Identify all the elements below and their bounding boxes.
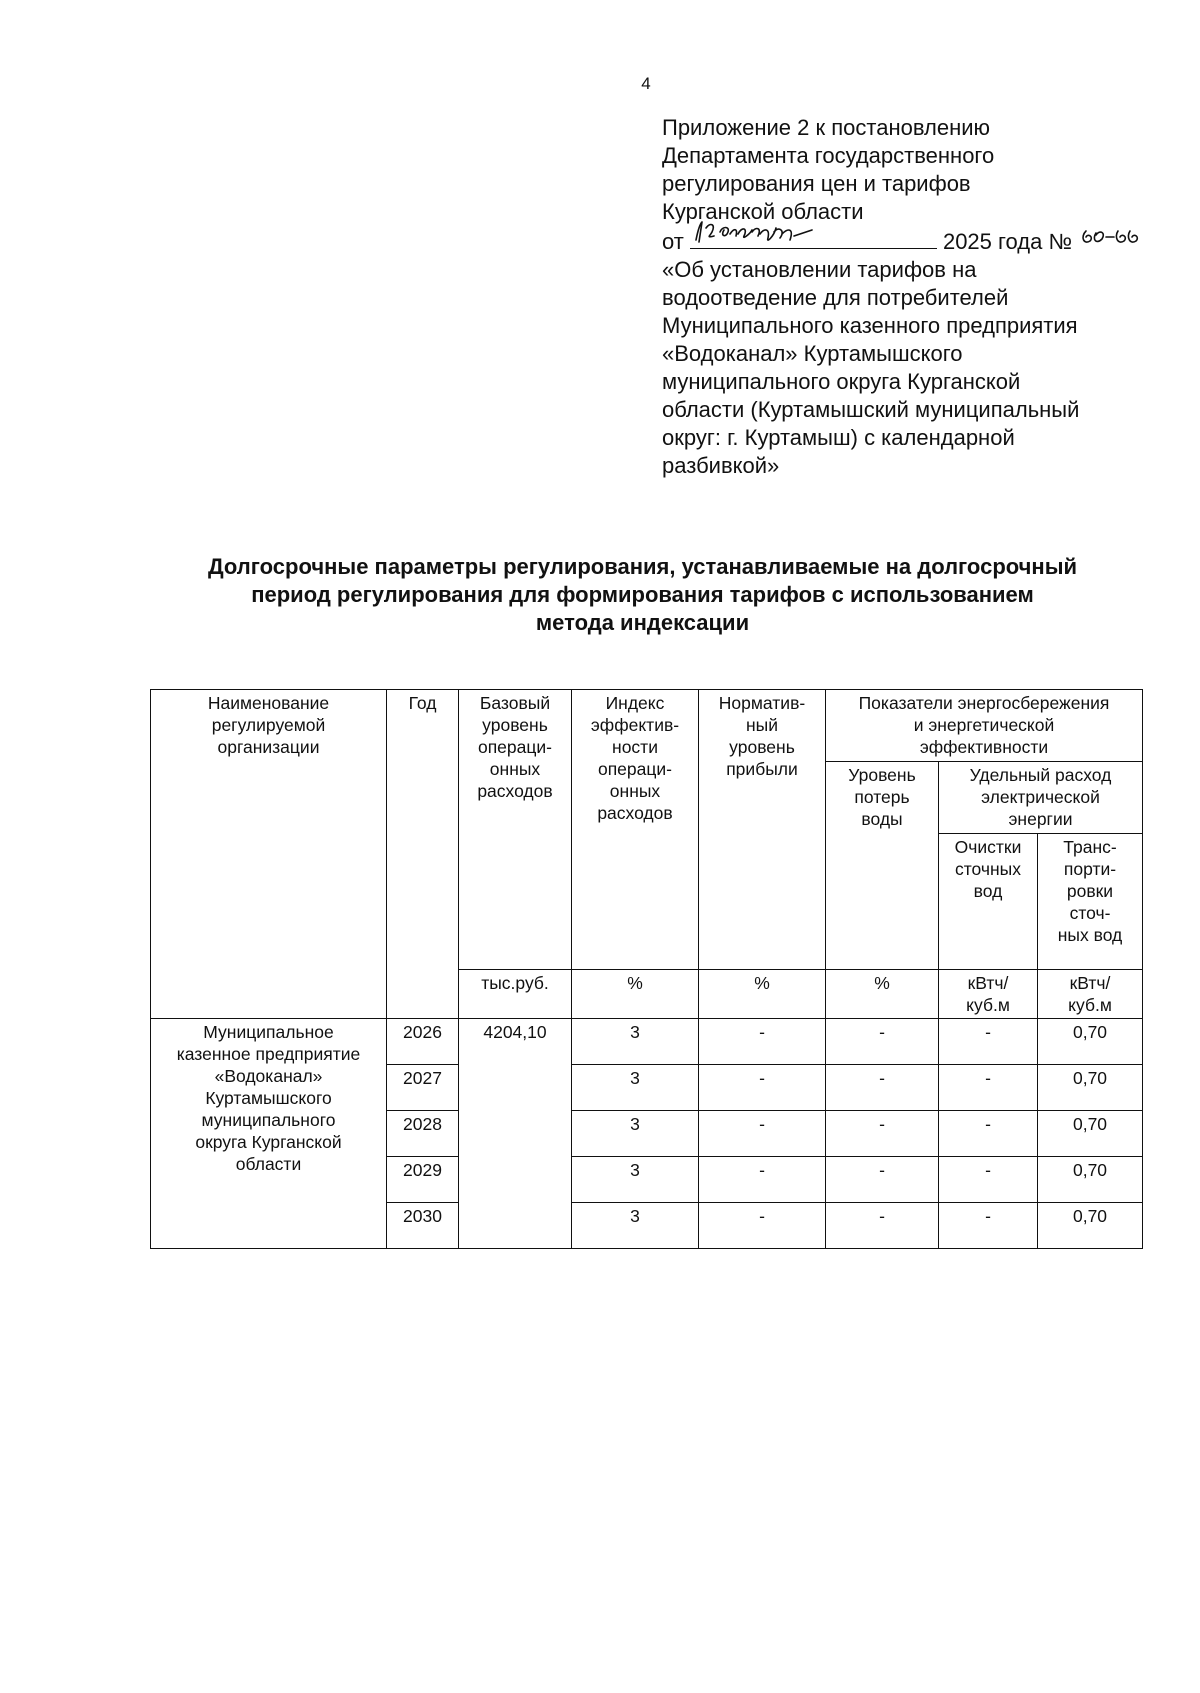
page-number: 4 [641,74,651,93]
cell-transport: 0,70 [1038,1065,1143,1111]
cell-treatment: - [939,1111,1038,1157]
header-specific-consumption: Удельный расход электрической энергии [939,762,1143,834]
handwritten-date [690,226,937,249]
cell-profit: - [699,1203,826,1249]
cell-transport: 0,70 [1038,1111,1143,1157]
cell-index: 3 [572,1019,699,1065]
appendix-line: регулирования цен и тарифов [662,171,971,196]
cell-profit: - [699,1111,826,1157]
subject-line: «Водоканал» Куртамышского [662,341,963,366]
cell-treatment: - [939,1019,1038,1065]
unit-transport: кВтч/ куб.м [1038,970,1143,1019]
appendix-header [662,114,1182,480]
cell-loss: - [826,1111,939,1157]
cell-index: 3 [572,1157,699,1203]
cell-treatment: - [939,1065,1038,1111]
subject-line: области (Куртамышский муниципальный [662,397,1080,422]
cell-loss: - [826,1203,939,1249]
header-year: Год [387,690,459,1019]
cell-year: 2029 [387,1157,459,1203]
cell-profit: - [699,1157,826,1203]
subject-line: округ: г. Куртамыш) с календарной [662,425,1015,450]
cell-treatment: - [939,1157,1038,1203]
appendix-line: Департамента государственного [662,143,995,168]
cell-treatment: - [939,1203,1038,1249]
subject-line: водоотведение для потребителей [662,285,1009,310]
appendix-line: Курганской области [662,199,864,224]
unit-treatment: кВтч/ куб.м [939,970,1038,1019]
decree-date-line [662,226,1182,256]
subject-line: «Об установлении тарифов на [662,257,977,282]
document-title [150,553,1135,637]
subject-line: разбивкой» [662,453,780,478]
cell-base-level: 4204,10 [459,1019,572,1249]
cell-year: 2027 [387,1065,459,1111]
cell-index: 3 [572,1203,699,1249]
cell-index: 3 [572,1111,699,1157]
date-year-text: 2025 года № [942,229,1073,254]
header-base-level: Базовый уровень операци- онных расходов [459,690,572,970]
appendix-line: Приложение 2 к постановлению [662,115,991,140]
cell-transport: 0,70 [1038,1157,1143,1203]
header-efficiency-index: Индекс эффектив- ности операци- онных расходов [572,690,699,970]
cell-year: 2026 [387,1019,459,1065]
cell-transport: 0,70 [1038,1203,1143,1249]
unit-efficiency-index: % [572,970,699,1019]
handwritten-date-script [690,218,830,248]
cell-year: 2030 [387,1203,459,1249]
table-row [151,1019,1143,1065]
unit-water-loss: % [826,970,939,1019]
header-transport: Транс- порти- ровки сточ- ных вод [1038,834,1143,970]
unit-base-level: тыс.руб. [459,970,572,1019]
subject-line: муниципального округа Курганской [662,369,1021,394]
header-energy-group: Показатели энергосбережения и энергетической эффективности [826,690,1143,762]
cell-year: 2028 [387,1111,459,1157]
date-prefix: от [662,229,684,254]
header-normative-profit: Норматив- ный уровень прибыли [699,690,826,970]
header-org-name: Наименование регулируемой организации [151,690,387,1019]
title-line: период регулирования для формирования тарифов с использованием [251,582,1034,607]
unit-normative-profit: % [699,970,826,1019]
cell-loss: - [826,1019,939,1065]
organization-name: Муниципальное казенное предприятие «Водоканал» Куртамышского муниципального округа Курганской области [151,1019,387,1249]
regulation-parameters-table [150,689,1143,1249]
handwritten-number [1078,227,1148,249]
cell-loss: - [826,1157,939,1203]
title-line: метода индексации [535,610,750,635]
cell-profit: - [699,1019,826,1065]
subject-line: Муниципального казенного предприятия [662,313,1078,338]
header-water-loss: Уровень потерь воды [826,762,939,970]
cell-loss: - [826,1065,939,1111]
title-line: Долгосрочные параметры регулирования, устанавливаемые на долгосрочный [207,554,1078,579]
cell-index: 3 [572,1065,699,1111]
cell-profit: - [699,1065,826,1111]
handwritten-number-script [1078,219,1148,249]
header-treatment: Очистки сточных вод [939,834,1038,970]
cell-transport: 0,70 [1038,1019,1143,1065]
